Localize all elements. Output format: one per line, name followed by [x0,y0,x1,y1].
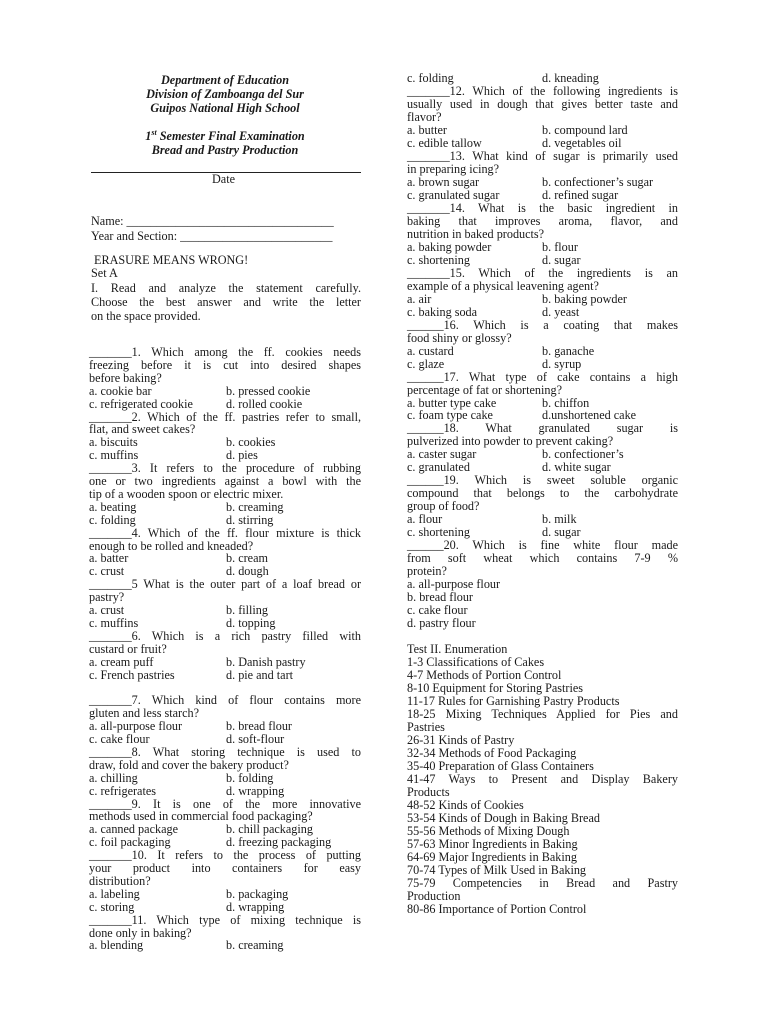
question-line: done only in baking? [89,925,192,940]
question-line: _______9. It is one of the more innovative [89,796,361,811]
question-line: 53-54 Kinds of Dough in Baking Bread [407,810,600,825]
question-line: _______12. Which of the following ingredients is [407,83,678,98]
header-school: Guipos National High School [150,101,300,115]
question-line: _______8. What storing technique is used to [89,744,361,759]
answer-option: b. ganache [542,343,595,358]
question-line: 75-79 Competencies in Bread and Pastry [407,875,678,890]
answer-option: d. vegetables oil [542,135,622,150]
answer-option: c. shortening [407,525,470,540]
answer-option: a. custard [407,343,454,358]
answer-option: b. Danish pastry [226,654,306,669]
answer-option: a. all-purpose flour [89,719,183,734]
answer-option: b. cream [226,551,268,566]
answer-option: c. crust [89,564,125,579]
instruction-line: on the space provided. [91,309,201,323]
answer-option: c. edible tallow [407,135,482,150]
question-line: your product into containers for easy [89,861,361,875]
answer-option: a. caster sugar [407,447,477,462]
question-line: pulverized into powder to prevent caking? [407,434,614,449]
answer-option: b. chill packaging [226,822,313,837]
question-line: 80-86 Importance of Portion Control [407,901,587,916]
question-line: 18-25 Mixing Techniques Applied for Pies and [407,707,678,722]
exam-title [88,129,362,143]
question-line: 35-40 Preparation of Glass Containers [407,758,594,773]
question-line: Pastries [407,720,445,734]
question-line: _______14. What is the basic ingredient in [407,200,678,215]
question-line: b. bread flour [407,590,473,605]
answer-option: a. blending [89,938,144,953]
question-line: protein? [407,564,447,579]
header-department: Department of Education [161,73,289,87]
answer-option: d. topping [226,615,276,630]
answer-option: b. filling [226,603,268,617]
question-line: nutrition in baked products? [407,226,545,241]
question-line: 8-10 Equipment for Storing Pastries [407,681,584,696]
year-section-field: Year and Section: _________________________ [91,229,333,243]
question-line: methods used in commercial food packaging? [89,809,313,824]
answer-option: b. confectioner’s sugar [542,174,654,189]
question-line: enough to be rolled and kneaded? [89,538,254,553]
answer-option: d. syrup [542,356,582,371]
answer-option: c. French pastries [89,667,175,682]
answer-option: d.unshortened cake [542,408,637,423]
question-line: pastry? [89,590,125,605]
answer-option: a. crust [89,603,125,617]
instruction-line: I. Read and analyze the statement carefully. [91,281,361,295]
question-line: food shiny or glossy? [407,330,512,345]
answer-option: b. compound lard [542,122,628,137]
question-line: 48-52 Kinds of Cookies [407,797,524,812]
question-line: 26-31 Kinds of Pastry [407,732,515,747]
question-line: freezing before it is cut into desired shapes [89,357,361,372]
erasure-warning: ERASURE MEANS WRONG! [94,253,249,267]
question-line: compound that belongs to the carbohydrate [407,486,678,501]
question-line: ______16. Which is a coating that makes [407,317,678,332]
answer-option: c. granulated [407,460,470,475]
question-line: example of a physical leavening agent? [407,278,599,293]
answer-option: c. glaze [407,356,445,371]
answer-option: c. refrigerates [89,783,156,798]
answer-option: d. pie and tart [226,667,294,682]
question-line: 41-47 Ways to Present and Display Bakery [407,771,678,786]
answer-option: a. flour [407,512,443,527]
answer-option: a. cookie bar [89,383,152,398]
answer-option: a. canned package [89,822,178,837]
question-line: percentage of fat or shortening? [407,382,562,397]
answer-option: a. air [407,291,432,306]
answer-option: a. biscuits [89,435,138,450]
answer-option: b. folding [226,770,274,785]
answer-option: a. butter type cake [407,395,497,410]
question-line: draw, fold and cover the bakery product? [89,757,289,772]
question-line: a. all-purpose flour [407,577,501,592]
answer-option: c. cake flour [89,732,150,746]
question-line: _______1. Which among the ff. cookies needs [89,345,361,359]
answer-option: a. cream puff [89,654,154,669]
question-line: Test II. Enumeration [407,642,508,657]
question-line: ______20. Which is fine white flour made [407,538,678,553]
exam-subject: Bread and Pastry Production [151,143,299,157]
question-line: 4-7 Methods of Portion Control [407,668,562,683]
question-line: 55-56 Methods of Mixing Dough [407,823,570,838]
set-label: Set A [91,266,118,280]
answer-option: a. labeling [89,886,140,901]
sem-suffix: st [151,127,157,137]
answer-option: d. pies [226,448,258,463]
answer-option: a. beating [89,499,137,514]
question-line: gluten and less starch? [89,706,199,721]
answer-option: c. folding [89,512,136,527]
answer-option: c. muffins [89,615,139,630]
question-line: one or two ingredients against a bowl with the [89,474,361,488]
question-line: _______7. Which kind of flour contains more [89,693,361,708]
question-line: _______5 What is the outer part of a loaf bread or [89,577,361,592]
question-line: 11-17 Rules for Garnishing Pastry Products [407,694,620,709]
question-line: _______4. Which of the ff. flour mixture is thick [89,525,361,540]
answer-option: d. wrapping [226,783,285,798]
answer-option: b. pressed cookie [226,383,311,398]
answer-option: d. rolled cookie [226,396,303,411]
answer-option: c. folding [407,71,454,85]
answer-option: a. chilling [89,770,138,785]
answer-option: b. bread flour [226,719,292,734]
question-line: flat, and sweet cakes? [89,422,196,437]
answer-option: b. chiffon [542,395,590,410]
date-label: Date [212,172,236,186]
instruction-line: Choose the best answer and write the letter [91,295,361,309]
answer-option: c. baking soda [407,304,478,319]
answer-option: c. granulated sugar [407,187,500,202]
answer-option: c. foil packaging [89,835,171,850]
sem-number: 1 [145,129,152,143]
sem-rest: Semester Final Examination [156,129,305,143]
answer-option: b. milk [542,512,577,527]
question-line: tip of a wooden spoon or electric mixer. [89,486,284,501]
question-line: Production [407,888,461,903]
question-line: _______3. It refers to the procedure of rubbing [89,461,361,476]
question-line: before baking? [89,370,162,385]
header-division: Division of Zamboanga del Sur [146,87,304,101]
answer-option: b. packaging [226,886,289,901]
question-line: distribution? [89,873,151,888]
answer-option: c. refrigerated cookie [89,396,193,411]
answer-option: b. flour [542,239,578,254]
answer-option: b. creaming [226,938,284,953]
answer-option: a. baking powder [407,239,492,254]
answer-option: c. shortening [407,252,470,267]
answer-option: d. freezing packaging [226,835,332,850]
question-line: baking that improves aroma, flavor, and [407,213,678,228]
question-line: ______18. What granulated sugar is [407,421,678,436]
question-line: _______15. Which of the ingredients is an [407,265,678,280]
question-line: group of food? [407,499,480,514]
question-line: flavor? [407,109,442,124]
answer-option: d. sugar [542,252,581,267]
question-line: _______10. It refers to the process of putting [89,848,361,863]
answer-option: d. stirring [226,512,274,527]
question-line: ______19. Which is sweet soluble organic [407,473,678,488]
question-line: _______6. Which is a rich pastry filled with [89,628,361,643]
answer-option: d. yeast [542,304,580,319]
answer-option: a. butter [407,122,447,137]
answer-option: d. soft-flour [226,732,285,746]
question-line: from soft wheat which contains 7-9 % [407,551,678,566]
answer-option: b. baking powder [542,291,627,306]
answer-option: d. wrapping [226,899,285,914]
answer-option: c. muffins [89,448,139,463]
question-line: 1-3 Classifications of Cakes [407,655,545,670]
question-line: _______13. What kind of sugar is primarily used [407,148,678,163]
question-line: ______17. What type of cake contains a high [407,369,678,384]
question-line: in preparing icing? [407,161,500,176]
answer-option: b. creaming [226,499,284,514]
answer-option: a. batter [89,551,129,566]
question-line: custard or fruit? [89,641,167,656]
answer-option: b. confectioner’s [542,447,624,462]
answer-option: d. kneading [542,71,599,85]
answer-option: d. dough [226,564,269,579]
question-line: d. pastry flour [407,616,476,631]
question-line: c. cake flour [407,603,468,618]
answer-option: a. brown sugar [407,174,480,189]
answer-option: c. foam type cake [407,408,493,423]
question-line: _______2. Which of the ff. pastries refer to small, [89,409,361,424]
question-line: usually used in dough that gives better taste and [407,96,678,111]
answer-option: d. sugar [542,525,581,540]
answer-option: c. storing [89,899,135,914]
question-line: _______11. Which type of mixing technique is [89,912,361,927]
question-line: 70-74 Types of Milk Used in Baking [407,862,587,877]
name-field: Name: __________________________________ [91,214,334,228]
answer-option: d. refined sugar [542,187,619,202]
question-line: Products [407,784,450,799]
answer-option: b. cookies [226,435,276,450]
answer-option: d. white sugar [542,460,611,475]
question-line: 32-34 Methods of Food Packaging [407,745,577,760]
question-line: 57-63 Minor Ingredients in Baking [407,836,578,851]
question-line: 64-69 Major Ingredients in Baking [407,849,577,864]
